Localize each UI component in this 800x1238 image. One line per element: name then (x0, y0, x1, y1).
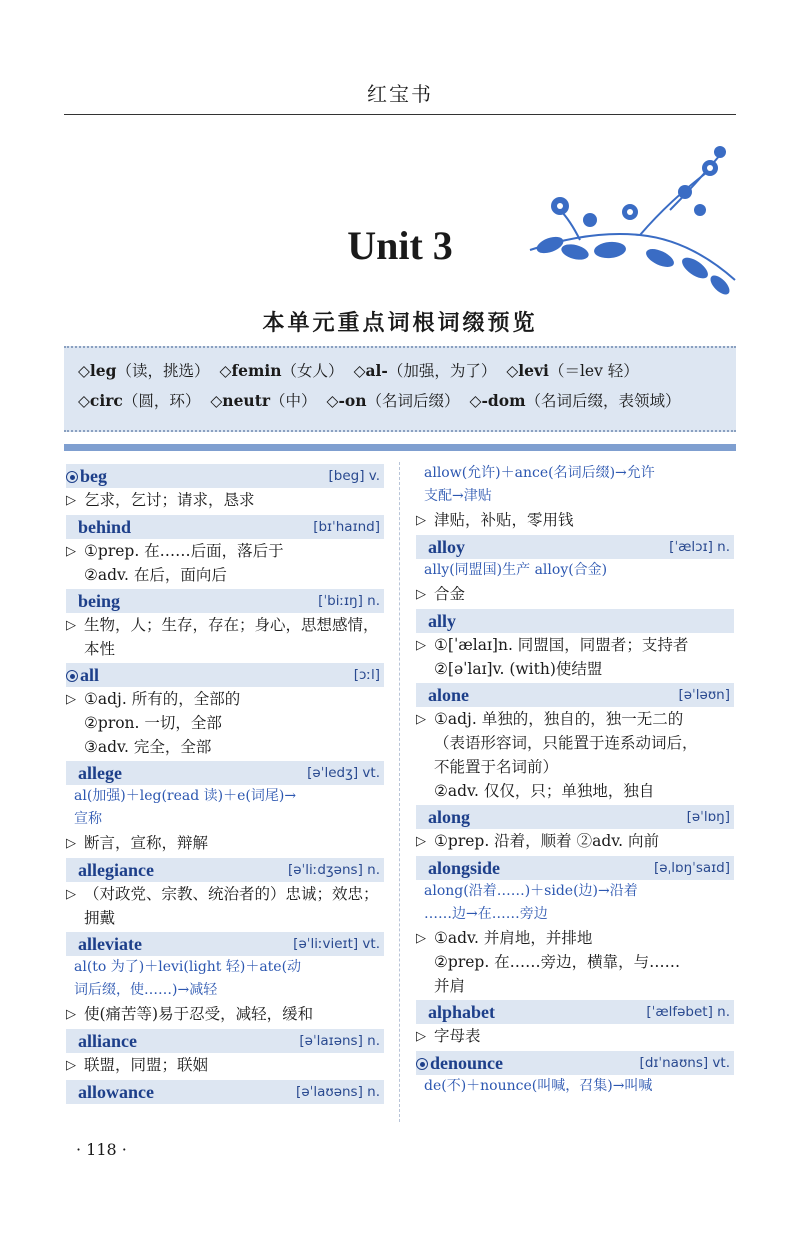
entry-header-being (66, 589, 384, 613)
entry-header-all (66, 663, 384, 687)
entry-header-behind (66, 515, 384, 539)
etymology: al(加强)＋leg(read 读)＋e(词尾)→ 宣称 (74, 788, 297, 827)
triangle-bullet-icon: ▷ (416, 638, 426, 653)
triangle-bullet-icon: ▷ (416, 587, 426, 602)
triangle-bullet-icon: ▷ (66, 544, 76, 559)
bullseye-star-icon (416, 1058, 428, 1070)
triangle-bullet-icon: ▷ (66, 836, 76, 851)
preview-row-1 (78, 356, 722, 386)
headword: alphabet (428, 1001, 496, 1022)
headword: allegiance (78, 859, 154, 880)
triangle-bullet-icon: ▷ (416, 1029, 426, 1044)
triangle-bullet-icon: ▷ (66, 887, 76, 902)
phonetic: [əˈlaʊəns] n. (296, 1084, 380, 1100)
phonetic: [bɪˈhaɪnd] (313, 519, 380, 535)
entry-header-alone (416, 683, 734, 707)
headword: all (80, 664, 100, 685)
preview-item: ◇circ（圆，环） (78, 391, 201, 410)
headword: being (78, 590, 121, 611)
preview-item: ◇levi（＝lev 轻） (506, 361, 639, 380)
definition: ▷ 生物，人；生存，存在；身心，思想感情， 本性 (66, 613, 384, 661)
preview-row-2 (78, 386, 722, 416)
headword: allowance (78, 1081, 154, 1102)
entry-header-alphabet (416, 1000, 734, 1024)
triangle-bullet-icon: ▷ (416, 712, 426, 727)
header-rule (64, 114, 736, 115)
headword: allege (78, 762, 122, 783)
entry-header-alloy (416, 535, 734, 559)
entry-header-allowance (66, 1080, 384, 1104)
definition: ▷ ①prep. 沿着，顺着 ②adv. 向前 (416, 829, 734, 854)
headword: beg (80, 465, 107, 486)
section-subtitle: 本单元重点词根词缀预览 (262, 310, 538, 336)
definition: ▷ 联盟，同盟；联姻 (66, 1053, 384, 1078)
preview-item: ◇neutr（中） (210, 391, 317, 410)
definition: ▷ 字母表 (416, 1024, 734, 1049)
definition: ▷ 合金 (416, 582, 734, 607)
headword: behind (78, 516, 132, 537)
definition: ▷ ①adv. 并肩地，并排地 ②prep. 在……旁边，横靠，与…… 并肩 (416, 926, 734, 998)
headword: alloy (428, 536, 466, 557)
entry-header-alleviate (66, 932, 384, 956)
definition: ▷ ①[ˈælaɪ]n. 同盟国，同盟者；支持者 ②[əˈlaɪ]v. (with)使结盟 (416, 633, 734, 681)
phonetic: [əˈlaɪəns] n. (299, 1033, 380, 1049)
triangle-bullet-icon: ▷ (416, 513, 426, 528)
triangle-bullet-icon: ▷ (66, 692, 76, 707)
headword: alliance (78, 1030, 137, 1051)
page-number: · 118 · (76, 1140, 127, 1159)
phonetic: [əˈledʒ] vt. (307, 765, 380, 781)
definition: ▷ （对政党、宗教、统治者的）忠诚；效忠； 拥戴 (66, 882, 384, 930)
headword: along (428, 806, 471, 827)
headword: alleviate (78, 933, 142, 954)
entry-header-alliance (66, 1029, 384, 1053)
triangle-bullet-icon: ▷ (66, 1058, 76, 1073)
headword: denounce (430, 1052, 504, 1073)
definition: ▷ ①adj. 所有的，全部的 ②pron. 一切，全部 ③adv. 完全，全部 (66, 687, 384, 759)
right-column (416, 462, 734, 1098)
definition: ▷ ①prep. 在……后面，落后于 ②adv. 在后，面向后 (66, 539, 384, 587)
bullseye-star-icon (66, 471, 78, 483)
headword: alone (428, 684, 470, 705)
etymology: al(to 为了)＋levi(light 轻)＋ate(动 词后缀，使……)→减轻 (74, 959, 302, 998)
entry-header-allege (66, 761, 384, 785)
entry-header-ally (416, 609, 734, 633)
left-column (66, 462, 384, 1104)
definition: ▷ 使(痛苦等)易于忍受，减轻，缓和 (66, 1002, 384, 1027)
definition: ▷ 津贴，补贴，零用钱 (416, 508, 734, 533)
headword: alongside (428, 857, 501, 878)
definition: ▷ 乞求，乞讨；请求，恳求 (66, 488, 384, 513)
phonetic: [beg] v. (328, 468, 380, 484)
preview-item: ◇-dom（名词后缀，表领域） (469, 391, 681, 410)
phonetic: [ˈælfəbet] n. (646, 1004, 730, 1020)
phonetic: [əˈliːvieɪt] vt. (293, 936, 380, 952)
bullseye-star-icon (66, 670, 78, 682)
phonetic: [əˈlɒŋ] (686, 809, 730, 825)
section-bar (64, 444, 736, 451)
phonetic: [ˈælɔɪ] n. (669, 539, 730, 555)
running-header: 红宝书 (367, 82, 433, 106)
unit-title: Unit 3 (347, 223, 453, 268)
phonetic: [dɪˈnaʊns] vt. (639, 1055, 730, 1071)
entry-header-beg (66, 464, 384, 488)
preview-item: ◇leg（读，挑选） (78, 361, 210, 380)
entry-header-denounce (416, 1051, 734, 1075)
definition: ▷ 断言，宣称，辩解 (66, 831, 384, 856)
definition: ▷ ①adj. 单独的，独自的，独一无二的 （表语形容词，只能置于连系动词后， 不能置于名词前） ②adv. 仅仅，只；单独地，独自 (416, 707, 734, 803)
column-divider (399, 462, 400, 1122)
etymology: allow(允许)＋ance(名词后缀)→允许 支配→津贴 (424, 465, 655, 504)
roots-preview-box (64, 346, 736, 432)
preview-item: ◇al-（加强，为了） (353, 361, 497, 380)
phonetic: [ˈbiːɪŋ] n. (318, 593, 380, 609)
flower-illustration-icon (520, 140, 740, 300)
phonetic: [ɔːl] (353, 667, 380, 683)
phonetic: [əˈləʊn] (678, 687, 730, 703)
preview-item: ◇-on（名词后缀） (326, 391, 460, 410)
phonetic: [əˌlɒŋˈsaɪd] (653, 860, 730, 876)
triangle-bullet-icon: ▷ (66, 493, 76, 508)
headword: ally (428, 610, 457, 631)
entry-header-alongside (416, 856, 734, 880)
preview-item: ◇femin（女人） (219, 361, 344, 380)
triangle-bullet-icon: ▷ (416, 834, 426, 849)
phonetic: [əˈliːdʒəns] n. (287, 862, 380, 878)
etymology: along(沿着……)＋side(边)→沿着 ……边→在……旁边 (424, 883, 638, 922)
entry-header-allegiance (66, 858, 384, 882)
entry-header-along (416, 805, 734, 829)
triangle-bullet-icon: ▷ (66, 618, 76, 633)
etymology: de(不)＋nounce(叫喊，召集)→叫喊 (424, 1078, 653, 1094)
etymology: ally(同盟国)生产 alloy(合金) (424, 562, 608, 578)
triangle-bullet-icon: ▷ (416, 931, 426, 946)
triangle-bullet-icon: ▷ (66, 1007, 76, 1022)
